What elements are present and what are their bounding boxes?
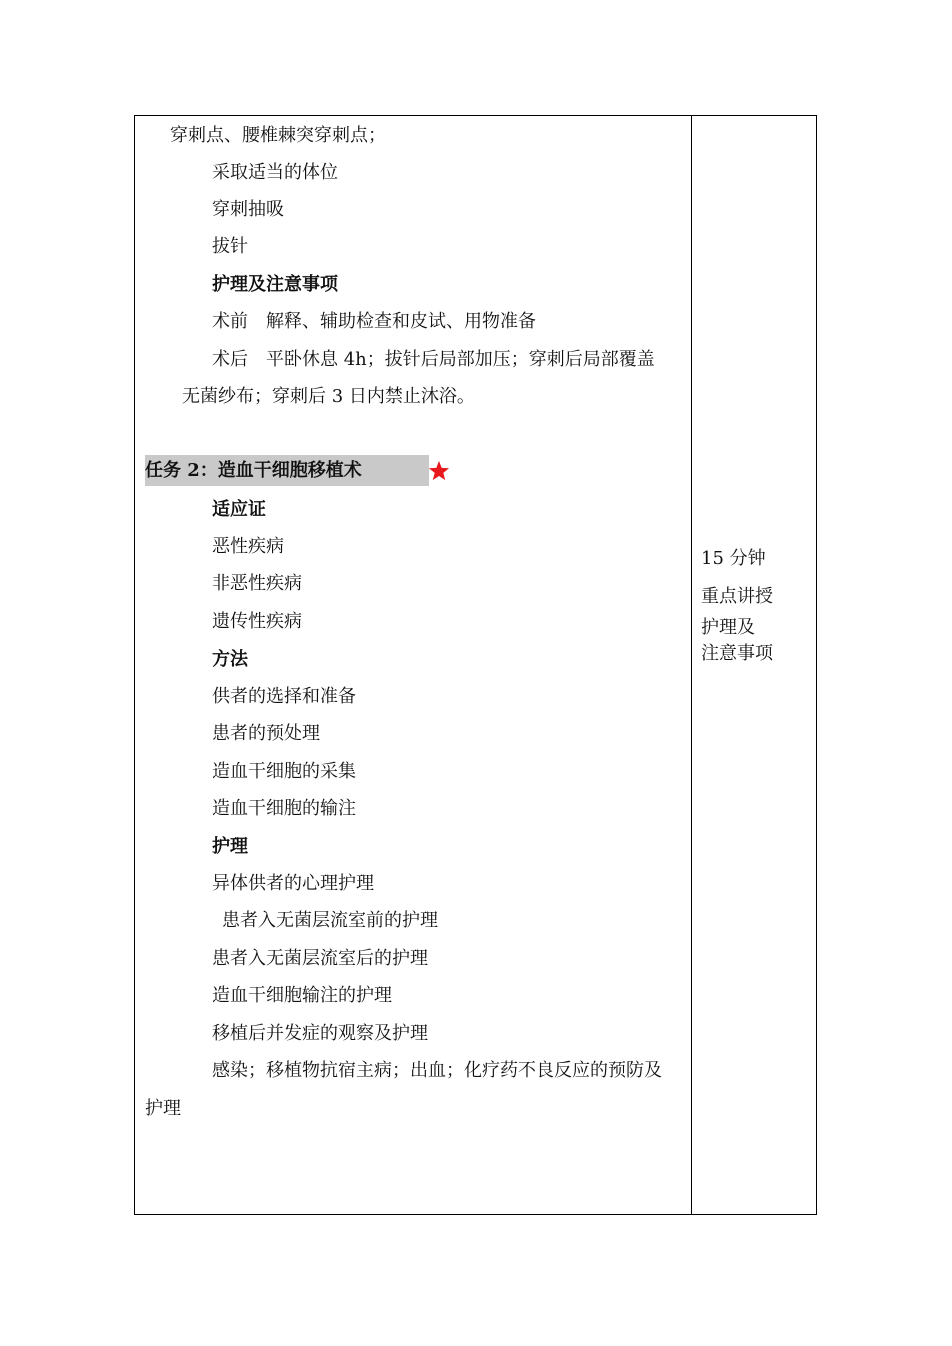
text-line: 异体供者的心理护理: [212, 873, 374, 894]
text-line: 拔针: [212, 236, 248, 257]
column-divider: [691, 116, 692, 1214]
text-line: 患者的预处理: [212, 723, 320, 744]
text-line: 移植后并发症的观察及护理: [212, 1023, 428, 1044]
text-line: 造血干细胞的采集: [212, 761, 356, 782]
text-line: 采取适当的体位: [212, 162, 338, 183]
side-note: 护理及: [701, 617, 755, 638]
text-line: 患者入无菌层流室后的护理: [212, 948, 428, 969]
lesson-table: [134, 115, 817, 1215]
side-time: 15 分钟: [701, 548, 766, 569]
text-line: 供者的选择和准备: [212, 686, 356, 707]
section-heading: 护理及注意事项: [212, 274, 338, 295]
text-line: 无菌纱布；穿刺后 3 日内禁止沐浴。: [182, 386, 475, 407]
text-line: 护理: [145, 1098, 181, 1119]
text-line: 遗传性疾病: [212, 611, 302, 632]
side-note: 注意事项: [701, 643, 773, 664]
text-line: 术前 解释、辅助检查和皮试、用物准备: [212, 311, 536, 332]
text-line: 穿刺抽吸: [212, 199, 284, 220]
text-line: 造血干细胞输注的护理: [212, 985, 392, 1006]
text-line: 非恶性疾病: [212, 573, 302, 594]
text-line: 恶性疾病: [212, 536, 284, 557]
task-title: 任务 2：造血干细胞移植术: [145, 460, 362, 481]
section-heading: 护理: [212, 836, 248, 857]
text-line: 穿刺点、腰椎棘突穿刺点；: [170, 125, 386, 146]
text-line: 术后 平卧休息 4h；拔针后局部加压；穿刺后局部覆盖: [212, 349, 655, 370]
section-heading: 适应证: [212, 499, 266, 520]
side-note: 重点讲授: [701, 586, 773, 607]
text-line: 患者入无菌层流室前的护理: [222, 910, 438, 931]
text-line: 感染；移植物抗宿主病；出血；化疗药不良反应的预防及: [212, 1060, 662, 1081]
star-icon: [428, 460, 450, 482]
text-line: 造血干细胞的输注: [212, 798, 356, 819]
section-heading: 方法: [212, 649, 248, 670]
